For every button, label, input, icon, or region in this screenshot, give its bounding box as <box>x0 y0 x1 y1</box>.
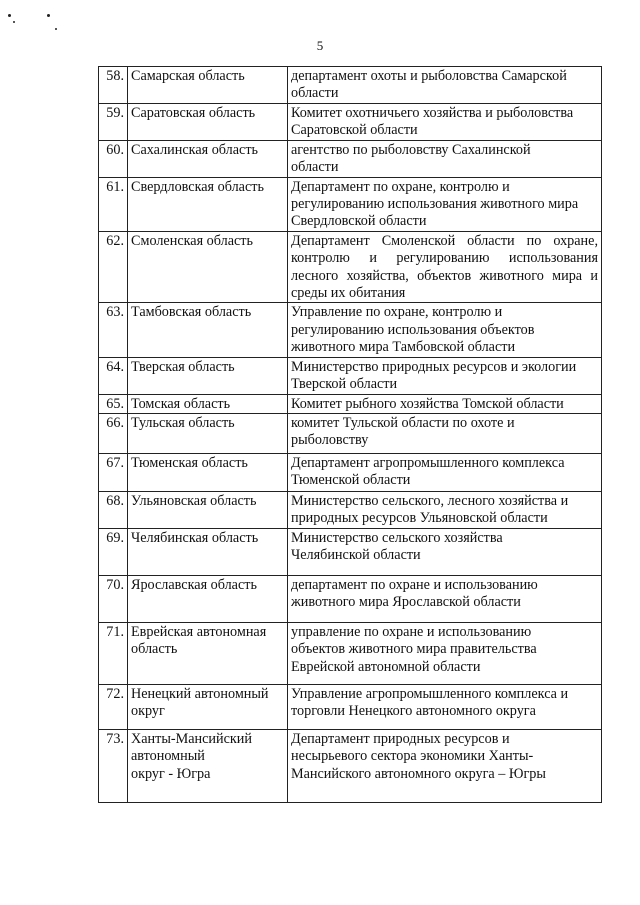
agency-name: Управление по охране, контролю и регулированию использования объектов животного мира Тамбовской области <box>288 303 602 357</box>
row-number: 65. <box>99 394 128 413</box>
table-row <box>99 303 602 357</box>
row-number: 70. <box>99 575 128 622</box>
region-name: Ненецкий автономный округ <box>128 684 288 729</box>
region-name: Ульяновская область <box>128 491 288 528</box>
table-row <box>99 453 602 491</box>
table-row <box>99 67 602 104</box>
row-number: 59. <box>99 103 128 140</box>
region-name: Томская область <box>128 394 288 413</box>
table-row <box>99 394 602 413</box>
row-number: 64. <box>99 357 128 394</box>
table-row <box>99 140 602 177</box>
agency-name: департамент охоты и рыболовства Самарской области <box>288 67 602 104</box>
region-name: Саратовская область <box>128 103 288 140</box>
agency-name: Комитет охотничьего хозяйства и рыболовства Саратовской области <box>288 103 602 140</box>
table-row <box>99 103 602 140</box>
row-number: 63. <box>99 303 128 357</box>
table-row <box>99 684 602 729</box>
agency-name: Управление агропромышленного комплекса и торговли Ненецкого автономного округа <box>288 684 602 729</box>
region-name: Ярославская область <box>128 575 288 622</box>
table-row <box>99 357 602 394</box>
row-number: 72. <box>99 684 128 729</box>
scan-speck <box>47 14 50 17</box>
row-number: 61. <box>99 177 128 231</box>
agency-name: Департамент природных ресурсов и несырьевого сектора экономики Ханты- Мансийского автономного округа – Югры <box>288 729 602 802</box>
agency-name: Комитет рыбного хозяйства Томской области <box>288 394 602 413</box>
agency-name: Министерство сельского хозяйства Челябинской области <box>288 528 602 575</box>
table-row <box>99 528 602 575</box>
scan-speck <box>13 21 15 23</box>
scan-speck <box>8 14 11 17</box>
agency-name: агентство по рыболовству Сахалинской области <box>288 140 602 177</box>
table-row <box>99 622 602 684</box>
table-row <box>99 491 602 528</box>
region-name: Тюменская область <box>128 453 288 491</box>
row-number: 69. <box>99 528 128 575</box>
region-name: Тверская область <box>128 357 288 394</box>
agency-name: Департамент по охране, контролю и регулированию использования животного мира Свердловской области <box>288 177 602 231</box>
row-number: 68. <box>99 491 128 528</box>
agency-name: Министерство сельского, лесного хозяйства и природных ресурсов Ульяновской области <box>288 491 602 528</box>
table-row <box>99 231 602 303</box>
agency-name: Министерство природных ресурсов и экологии Тверской области <box>288 357 602 394</box>
row-number: 71. <box>99 622 128 684</box>
row-number: 73. <box>99 729 128 802</box>
region-name: Ханты-Мансийский автономный округ - Югра <box>128 729 288 802</box>
row-number: 60. <box>99 140 128 177</box>
row-number: 62. <box>99 231 128 303</box>
row-number: 67. <box>99 453 128 491</box>
region-name: Еврейская автономная область <box>128 622 288 684</box>
region-name: Сахалинская область <box>128 140 288 177</box>
row-number: 58. <box>99 67 128 104</box>
table-row <box>99 177 602 231</box>
scan-speck <box>55 28 57 30</box>
agency-name: Департамент Смоленской области по охране, контролю и регулированию использования лесного хозяйства, объектов животного мира и среды их обитания <box>288 231 602 303</box>
agency-name: департамент по охране и использованию животного мира Ярославской области <box>288 575 602 622</box>
region-name: Тульская область <box>128 413 288 453</box>
table-row <box>99 729 602 802</box>
table-row <box>99 413 602 453</box>
region-name: Самарская область <box>128 67 288 104</box>
region-name: Смоленская область <box>128 231 288 303</box>
agency-name: комитет Тульской области по охоте и рыболовству <box>288 413 602 453</box>
page-number: 5 <box>316 38 324 53</box>
agency-name: Департамент агропромышленного комплекса Тюменской области <box>288 453 602 491</box>
table-row <box>99 575 602 622</box>
agency-name: управление по охране и использованию объектов животного мира правительства Еврейской автономной области <box>288 622 602 684</box>
region-name: Челябинская область <box>128 528 288 575</box>
region-name: Свердловская область <box>128 177 288 231</box>
row-number: 66. <box>99 413 128 453</box>
agency-table <box>98 66 602 803</box>
region-name: Тамбовская область <box>128 303 288 357</box>
